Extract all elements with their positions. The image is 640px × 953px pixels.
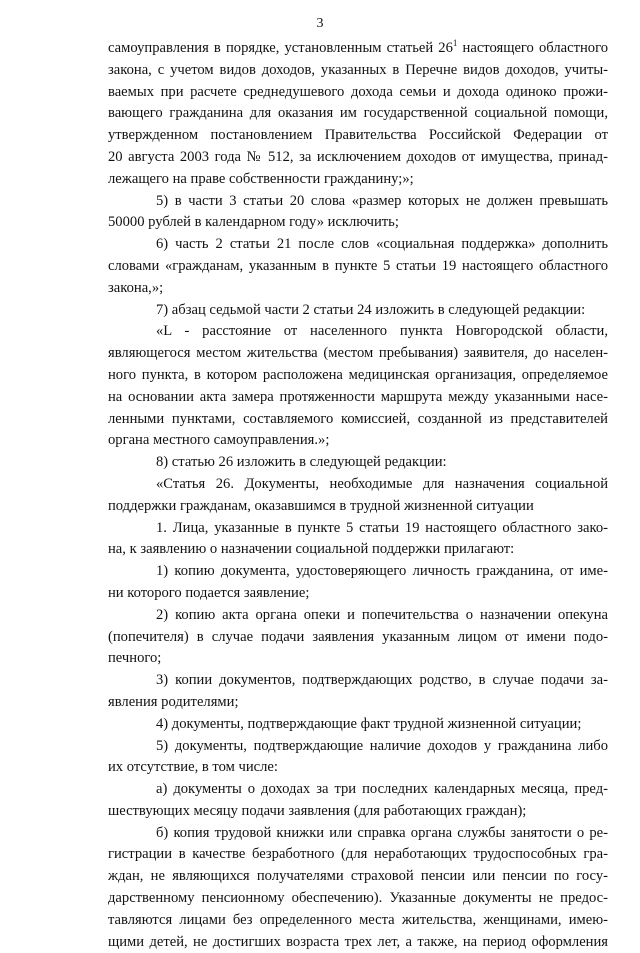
line-text: 4) документы, подтверждающие факт трудной жизненной ситуации; (156, 715, 582, 732)
text-line (108, 234, 608, 256)
line-text: ваемых при расчете среднедушевого дохода семьи и дохода одиноко прожи- (108, 83, 608, 100)
text-line (108, 256, 608, 278)
line-text: «L - расстояние от населенного пункта Новгородской области, (156, 323, 608, 340)
line-text: вающего гражданина для оказания им государственной социальной помощи, (108, 105, 608, 122)
line-text: лежащего на праве собственности гражданину;»; (108, 170, 414, 187)
text-line (108, 714, 608, 736)
line-text: 5) документы, подтверждающие наличие доходов у гражданина либо (156, 737, 608, 754)
text-line (108, 670, 608, 692)
line-text: ленными пунктами, составляемого комиссией, созданной из представителей (108, 410, 608, 427)
text-line (108, 801, 608, 823)
line-text: их отсутствие, в том числе: (108, 759, 278, 776)
text-line (108, 474, 608, 496)
line-text: 5) в части 3 статьи 20 слова «размер которых не должен превышать (156, 192, 608, 209)
line-text: утвержденном постановлением Правительства Российской Федерации от (108, 127, 608, 144)
document-body (108, 38, 608, 953)
line-text: 2) копию акта органа опеки и попечительства о назначении опекуна (156, 606, 608, 623)
page-number: 3 (316, 16, 324, 31)
text-line (108, 561, 608, 583)
text-line (108, 278, 608, 300)
text-line (108, 910, 608, 932)
text-line (108, 409, 608, 431)
line-text: на основании акта замера протяженности маршрута между указанными насе- (108, 388, 608, 405)
line-text: щими детей, не достигших возраста трех лет, а также, на период оформления (108, 933, 608, 950)
line-text: дарственному пенсионному обеспечению). Указанные документы не предос- (108, 890, 608, 907)
line-text: ного пункта, в котором расположена медицинская организация, определяемое (108, 366, 608, 383)
line-text: являющегося местом жительства (местом пребывания) заявителя, до населен- (108, 345, 608, 362)
line-text: «Статья 26. Документы, необходимые для назначения социальной (156, 475, 608, 492)
text-line (108, 343, 608, 365)
line-text: на, к заявлению о назначении социальной поддержки прилагают: (108, 541, 515, 558)
line-text: 7) абзац седьмой части 2 статьи 24 изложить в следующей редакции: (156, 301, 586, 318)
text-line (108, 387, 608, 409)
text-line (108, 736, 608, 758)
line-text: 50000 рублей в календарном году» исключить; (108, 214, 399, 231)
line-text-rest: настоящего областного (457, 40, 608, 56)
text-line (108, 60, 608, 82)
line-text: ни которого подается заявление; (108, 584, 310, 601)
text-line (108, 496, 608, 518)
line-text: 8) статью 26 изложить в следующей редакции: (156, 454, 447, 471)
text-line (108, 321, 608, 343)
text-line (108, 757, 608, 779)
line-text: словами «гражданам, указанным в пункте 5 статьи 19 настоящего областного (108, 257, 608, 274)
line-text: печного; (108, 650, 162, 667)
text-line (108, 430, 608, 452)
line-text: закона, с учетом видов доходов, указанных в Перечне видов доходов, учиты- (108, 61, 608, 78)
text-line (108, 692, 608, 714)
line-text: гистрации в качестве безработного (для неработающих трудоспособных гра- (108, 846, 608, 863)
line-text: б) копия трудовой книжки или справка органа службы занятости о ре- (156, 824, 608, 841)
text-line (108, 147, 608, 169)
footnote-superscript: 1 (452, 38, 458, 49)
line-text: закона,»; (108, 279, 164, 296)
text-line (108, 169, 608, 191)
text-line (108, 627, 608, 649)
text-line (108, 888, 608, 910)
text-line (108, 823, 608, 845)
line-text: ждан, не являющихся получателями страховой пенсии или пенсии по госу- (108, 868, 608, 885)
text-line (108, 866, 608, 888)
line-text: самоуправления в порядке, установленным статьей 26 (108, 40, 453, 56)
text-line (108, 932, 608, 953)
line-text: 1. Лица, указанные в пункте 5 статьи 19 настоящего областного зако- (156, 519, 608, 536)
line-text: 6) часть 2 статьи 21 после слов «социальная поддержка» дополнить (156, 236, 608, 253)
text-line (108, 844, 608, 866)
text-line (108, 779, 608, 801)
text-line (108, 518, 608, 540)
text-line (108, 648, 608, 670)
text-line (108, 583, 608, 605)
text-line (108, 539, 608, 561)
text-line (108, 212, 608, 234)
line-text: шествующих месяцу подачи заявления (для работающих граждан); (108, 802, 527, 819)
line-text: явления родителями; (108, 693, 239, 710)
text-line (108, 82, 608, 104)
line-text: поддержки гражданам, оказавшимся в трудной жизненной ситуации (108, 497, 534, 514)
line-text: а) документы о доходах за три последних календарных месяца, пред- (156, 781, 608, 798)
text-line (108, 38, 608, 60)
line-text: 20 августа 2003 года № 512, за исключением доходов от имущества, принад- (108, 148, 608, 165)
text-line (108, 103, 608, 125)
line-text: тавляются лицами без определенного места жительства, женщинами, имею- (108, 911, 608, 928)
text-line (108, 191, 608, 213)
text-line (108, 452, 608, 474)
line-text: (попечителя) в случае подачи заявления указанным лицом от имени подо- (108, 628, 608, 645)
text-line (108, 365, 608, 387)
line-text: 3) копии документов, подтверждающих родство, в случае подачи за- (156, 672, 608, 689)
line-text: органа местного самоуправления.»; (108, 432, 330, 449)
line-text: 1) копию документа, удостоверяющего личность гражданина, от име- (156, 563, 608, 580)
text-line (108, 605, 608, 627)
text-line (108, 125, 608, 147)
text-line (108, 300, 608, 322)
